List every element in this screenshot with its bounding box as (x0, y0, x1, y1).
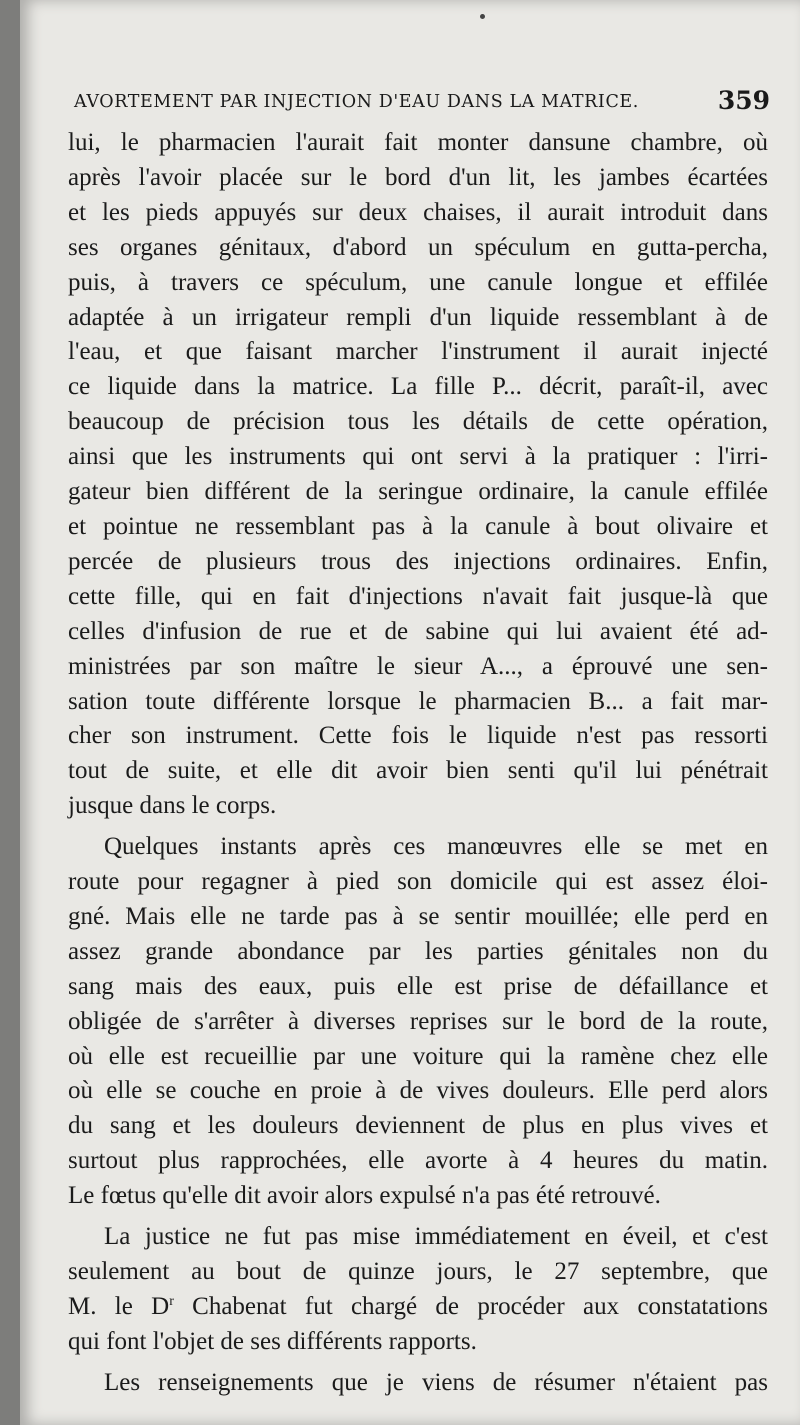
text-line: sang mais des eaux, puis elle est prise de défaillance et (68, 972, 768, 1000)
text-line: cher son instrument. Cette fois le liquide n'est pas ressorti (68, 722, 768, 750)
text-line: beaucoup de précision tous les détails de cette opération, (68, 408, 768, 436)
text-line: ce liquide dans la matrice. La fille P... décrit, paraît-il, avec (68, 373, 768, 401)
paragraph-2 (68, 830, 768, 1214)
text-line: puis, à travers ce spéculum, une canule longue et effilée (68, 268, 768, 296)
text-line: surtout plus rapprochées, elle avorte à 4 heures du matin. (68, 1147, 768, 1175)
text-line: ses organes génitaux, d'abord un spéculum en gutta-percha, (68, 233, 768, 261)
line-rest: Chabenat fut chargé de procéder aux constatations (173, 1292, 768, 1320)
text-line: où elle est recueillie par une voiture qui la ramène chez elle (68, 1042, 768, 1070)
text-line: et pointue ne ressemblant pas à la canule à bout olivaire et (68, 512, 768, 540)
text-line: gateur bien différent de la seringue ordinaire, la canule effilée (68, 478, 768, 506)
paragraph-1 (68, 126, 768, 824)
page-header (74, 86, 770, 122)
text-line: du sang et les douleurs deviennent de plus en plus vives et (68, 1112, 768, 1140)
text-line: où elle se couche en proie à de vives douleurs. Elle perd alors (68, 1077, 768, 1105)
text-line: Le fœtus qu'elle dit avoir alors expulsé n'a pas été retrouvé. (68, 1182, 661, 1210)
text-line: jusque dans le corps. (68, 792, 277, 820)
text-line-with-superscript (68, 1290, 768, 1325)
text-line: seulement au bout de quinze jours, le 27 septembre, que (68, 1258, 768, 1285)
text-line: celles d'infusion de rue et de sabine qui lui avaient été ad- (68, 617, 768, 645)
text-line: gné. Mais elle ne tarde pas à se sentir mouillée; elle perd en (68, 902, 768, 930)
text-line: l'eau, et que faisant marcher l'instrument il aurait injecté (68, 338, 768, 366)
text-line: ministrées par son maître le sieur A..., a éprouvé une sen- (68, 652, 768, 680)
line-start: M. le D (68, 1292, 170, 1320)
text-line: obligée de s'arrêter à diverses reprises sur le bord de la route, (68, 1007, 768, 1035)
book-page (20, 0, 800, 1425)
ink-speck (480, 14, 485, 19)
body-text (68, 126, 768, 1401)
page-number: 359 (717, 86, 770, 115)
text-line: cette fille, qui en fait d'injections n'avait fait jusque-là que (68, 582, 768, 610)
running-title: AVORTEMENT PAR INJECTION D'EAU DANS LA MATRICE. (74, 92, 639, 112)
text-line: Quelques instants après ces manœuvres elle se met en (104, 833, 768, 861)
text-line: lui, le pharmacien l'aurait fait monter dansune chambre, où (68, 129, 768, 156)
paragraph-4 (68, 1366, 768, 1401)
text-line: La justice ne fut pas mise immédiatement en éveil, et c'est (104, 1223, 768, 1251)
text-line: tout de suite, et elle dit avoir bien senti qu'il lui pénétrait (68, 757, 768, 785)
text-line: adaptée à un irrigateur rempli d'un liquide ressemblant à de (68, 303, 768, 331)
text-line: après l'avoir placée sur le bord d'un lit, les jambes écartées (68, 163, 768, 191)
superscript: r (169, 1293, 174, 1309)
text-line: assez grande abondance par les parties génitales non du (68, 937, 768, 965)
text-line: route pour regagner à pied son domicile qui est assez éloi- (68, 868, 768, 896)
text-line: Les renseignements que je viens de résumer n'étaient pas (104, 1368, 768, 1396)
text-line: ainsi que les instruments qui ont servi à la pratiquer : l'irri- (68, 443, 768, 471)
text-line: percée de plusieurs trous des injections ordinaires. Enfin, (68, 547, 768, 575)
text-line: et les pieds appuyés sur deux chaises, il aurait introduit dans (68, 198, 768, 226)
paragraph-3 (68, 1220, 768, 1360)
text-line: qui font l'objet de ses différents rapports. (68, 1327, 477, 1355)
text-line: sation toute différente lorsque le pharmacien B... a fait mar- (68, 687, 768, 715)
